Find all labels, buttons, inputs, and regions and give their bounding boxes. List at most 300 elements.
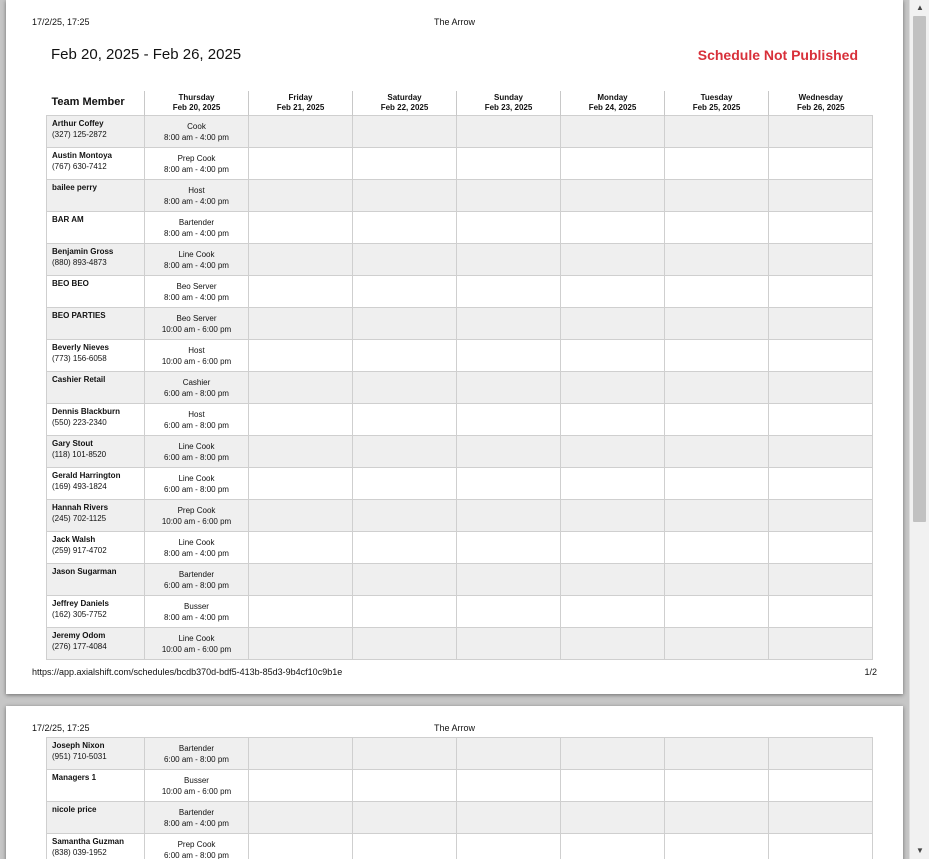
member-cell	[47, 563, 145, 595]
print-title: The Arrow	[433, 723, 475, 733]
empty-day-cell	[249, 435, 353, 467]
empty-day-cell	[561, 834, 665, 859]
empty-day-cell	[665, 435, 769, 467]
shift-role: Host	[188, 345, 205, 355]
shift-role: Host	[188, 185, 205, 195]
empty-day-cell	[665, 211, 769, 243]
empty-day-cell	[561, 147, 665, 179]
member-cell	[47, 770, 145, 802]
member-cell	[47, 339, 145, 371]
member-cell	[47, 307, 145, 339]
schedule-status: Schedule Not Published	[697, 47, 858, 63]
member-cell	[47, 403, 145, 435]
empty-day-cell	[561, 467, 665, 499]
table-row	[47, 499, 873, 531]
empty-day-cell	[665, 403, 769, 435]
member-name: Dennis Blackburn	[52, 406, 121, 416]
day-header	[665, 91, 769, 115]
team-member-header: Team Member	[51, 95, 125, 108]
empty-day-cell	[769, 435, 873, 467]
empty-day-cell	[249, 275, 353, 307]
day-date: Feb 25, 2025	[692, 102, 741, 112]
table-row	[47, 563, 873, 595]
shift-role: Bartender	[178, 744, 215, 753]
member-phone: (951) 710-5031	[52, 752, 107, 761]
empty-day-cell	[353, 802, 457, 834]
empty-day-cell	[457, 770, 561, 802]
empty-day-cell	[353, 595, 457, 627]
member-phone: (838) 039-1952	[52, 848, 107, 857]
empty-day-cell	[249, 834, 353, 859]
shift-cell	[145, 179, 249, 211]
shift-time: 8:00 am - 4:00 pm	[164, 819, 229, 828]
shift-role: Prep Cook	[177, 153, 216, 163]
schedule-table	[46, 91, 873, 660]
empty-day-cell	[457, 339, 561, 371]
empty-day-cell	[457, 627, 561, 659]
member-name: Samantha Guzman	[52, 837, 125, 846]
shift-role: Bartender	[178, 808, 215, 817]
empty-day-cell	[457, 802, 561, 834]
table-row	[47, 627, 873, 659]
member-cell	[47, 371, 145, 403]
shift-role: Line Cook	[178, 473, 215, 483]
empty-day-cell	[457, 179, 561, 211]
empty-day-cell	[665, 179, 769, 211]
empty-day-cell	[249, 595, 353, 627]
member-phone: (169) 493-1824	[52, 481, 107, 491]
empty-day-cell	[353, 738, 457, 770]
empty-day-cell	[353, 834, 457, 859]
table-row	[47, 738, 873, 770]
shift-time: 8:00 am - 4:00 pm	[164, 548, 229, 558]
empty-day-cell	[665, 499, 769, 531]
shift-time: 6:00 am - 8:00 pm	[164, 420, 229, 430]
member-name: Arthur Coffey	[52, 118, 104, 128]
shift-role: Line Cook	[178, 441, 215, 451]
empty-day-cell	[249, 211, 353, 243]
shift-cell	[145, 211, 249, 243]
empty-day-cell	[353, 371, 457, 403]
empty-day-cell	[769, 738, 873, 770]
empty-day-cell	[353, 243, 457, 275]
empty-day-cell	[353, 627, 457, 659]
scrollbar-thumb[interactable]	[913, 16, 926, 522]
empty-day-cell	[353, 563, 457, 595]
member-name: Jason Sugarman	[52, 566, 117, 576]
member-cell	[47, 435, 145, 467]
member-name: Benjamin Gross	[52, 246, 114, 256]
member-cell	[47, 627, 145, 659]
empty-day-cell	[457, 531, 561, 563]
table-row	[47, 179, 873, 211]
empty-day-cell	[249, 147, 353, 179]
chevron-down-icon[interactable]: ▼	[916, 846, 924, 855]
member-cell	[47, 467, 145, 499]
empty-day-cell	[561, 307, 665, 339]
member-phone: (773) 156-6058	[52, 353, 107, 363]
day-weekday: Friday	[288, 92, 313, 102]
empty-day-cell	[665, 275, 769, 307]
shift-time: 8:00 am - 4:00 pm	[164, 164, 229, 174]
table-row	[47, 403, 873, 435]
day-weekday: Thursday	[178, 92, 215, 102]
empty-day-cell	[665, 115, 769, 147]
empty-day-cell	[249, 738, 353, 770]
shift-cell	[145, 738, 249, 770]
shift-role: Line Cook	[178, 249, 215, 259]
empty-day-cell	[769, 595, 873, 627]
page-number: 1/2	[864, 667, 877, 677]
shift-time: 6:00 am - 8:00 pm	[164, 388, 229, 398]
shift-role: Line Cook	[178, 537, 215, 547]
empty-day-cell	[249, 115, 353, 147]
empty-day-cell	[665, 243, 769, 275]
empty-day-cell	[249, 179, 353, 211]
empty-day-cell	[769, 499, 873, 531]
empty-day-cell	[457, 499, 561, 531]
empty-day-cell	[769, 307, 873, 339]
empty-day-cell	[353, 403, 457, 435]
empty-day-cell	[249, 307, 353, 339]
member-cell	[47, 738, 145, 770]
empty-day-cell	[769, 147, 873, 179]
empty-day-cell	[561, 435, 665, 467]
empty-day-cell	[353, 339, 457, 371]
member-cell	[47, 211, 145, 243]
empty-day-cell	[769, 403, 873, 435]
day-date: Feb 26, 2025	[796, 102, 845, 112]
member-phone: (767) 630-7412	[52, 161, 107, 171]
day-date: Feb 24, 2025	[588, 102, 637, 112]
day-date: Feb 22, 2025	[380, 102, 429, 112]
day-weekday: Tuesday	[700, 92, 733, 102]
empty-day-cell	[249, 531, 353, 563]
table-row	[47, 339, 873, 371]
shift-role: Bartender	[178, 217, 215, 227]
member-name: Jack Walsh	[52, 534, 96, 544]
shift-cell	[145, 467, 249, 499]
table-row	[47, 243, 873, 275]
day-header	[457, 91, 561, 115]
vertical-scrollbar[interactable]	[909, 0, 929, 859]
shift-cell	[145, 627, 249, 659]
shift-time: 8:00 am - 4:00 pm	[164, 132, 229, 142]
shift-cell	[145, 563, 249, 595]
shift-cell	[145, 435, 249, 467]
member-cell	[47, 802, 145, 834]
shift-time: 10:00 am - 6:00 pm	[161, 516, 232, 526]
member-name: Cashier Retail	[52, 374, 106, 384]
schedule-table-continued	[46, 737, 873, 859]
print-page-1	[6, 0, 903, 694]
empty-day-cell	[249, 371, 353, 403]
empty-day-cell	[353, 147, 457, 179]
empty-day-cell	[769, 275, 873, 307]
empty-day-cell	[457, 275, 561, 307]
shift-role: Busser	[184, 776, 209, 785]
empty-day-cell	[769, 770, 873, 802]
empty-day-cell	[665, 595, 769, 627]
shift-role: Line Cook	[178, 633, 215, 643]
empty-day-cell	[249, 243, 353, 275]
empty-day-cell	[249, 403, 353, 435]
empty-day-cell	[249, 467, 353, 499]
empty-day-cell	[769, 179, 873, 211]
table-row	[47, 531, 873, 563]
empty-day-cell	[561, 563, 665, 595]
empty-day-cell	[457, 834, 561, 859]
empty-day-cell	[249, 627, 353, 659]
shift-role: Beo Server	[176, 313, 217, 323]
empty-day-cell	[457, 243, 561, 275]
empty-day-cell	[457, 435, 561, 467]
member-cell	[47, 275, 145, 307]
member-cell	[47, 834, 145, 859]
shift-cell	[145, 243, 249, 275]
day-header	[353, 91, 457, 115]
empty-day-cell	[457, 595, 561, 627]
table-row	[47, 770, 873, 802]
empty-day-cell	[353, 275, 457, 307]
day-date: Feb 23, 2025	[484, 102, 533, 112]
member-cell	[47, 115, 145, 147]
table-row	[47, 147, 873, 179]
shift-time: 10:00 am - 6:00 pm	[161, 324, 232, 334]
shift-cell	[145, 115, 249, 147]
member-name: BAR AM	[52, 214, 84, 224]
member-phone: (327) 125-2872	[52, 129, 107, 139]
chevron-up-icon[interactable]: ▲	[916, 3, 924, 12]
empty-day-cell	[769, 802, 873, 834]
empty-day-cell	[561, 770, 665, 802]
empty-day-cell	[665, 563, 769, 595]
shift-time: 8:00 am - 4:00 pm	[164, 228, 229, 238]
empty-day-cell	[457, 738, 561, 770]
print-url: https://app.axialshift.com/schedules/bcdb370d-bdf5-413b-85d3-9b4cf10c9b1e	[32, 667, 343, 677]
empty-day-cell	[561, 403, 665, 435]
member-name: Jeremy Odom	[52, 630, 106, 640]
shift-role: Cook	[187, 121, 206, 131]
member-name: Hannah Rivers	[52, 502, 109, 512]
table-row	[47, 834, 873, 859]
shift-cell	[145, 403, 249, 435]
empty-day-cell	[457, 371, 561, 403]
member-cell	[47, 595, 145, 627]
empty-day-cell	[769, 371, 873, 403]
empty-day-cell	[561, 211, 665, 243]
shift-time: 6:00 am - 8:00 pm	[164, 851, 229, 859]
empty-day-cell	[353, 499, 457, 531]
empty-day-cell	[249, 770, 353, 802]
empty-day-cell	[769, 243, 873, 275]
empty-day-cell	[769, 339, 873, 371]
schedule-date-range: Feb 20, 2025 - Feb 26, 2025	[51, 46, 242, 63]
empty-day-cell	[561, 738, 665, 770]
empty-day-cell	[353, 467, 457, 499]
empty-day-cell	[457, 403, 561, 435]
empty-day-cell	[457, 467, 561, 499]
empty-day-cell	[561, 275, 665, 307]
empty-day-cell	[561, 339, 665, 371]
empty-day-cell	[353, 307, 457, 339]
day-header	[249, 91, 353, 115]
member-phone: (880) 893-4873	[52, 257, 107, 267]
table-row	[47, 467, 873, 499]
member-phone: (259) 917-4702	[52, 545, 107, 555]
print-title: The Arrow	[433, 17, 475, 27]
empty-day-cell	[665, 802, 769, 834]
empty-day-cell	[457, 211, 561, 243]
shift-time: 8:00 am - 4:00 pm	[164, 612, 229, 622]
member-phone: (162) 305-7752	[52, 609, 107, 619]
empty-day-cell	[353, 770, 457, 802]
member-phone: (276) 177-4084	[52, 641, 107, 651]
empty-day-cell	[561, 627, 665, 659]
empty-day-cell	[769, 834, 873, 859]
shift-cell	[145, 595, 249, 627]
shift-cell	[145, 307, 249, 339]
day-header	[769, 91, 873, 115]
shift-time: 6:00 am - 8:00 pm	[164, 755, 229, 764]
shift-time: 6:00 am - 8:00 pm	[164, 484, 229, 494]
empty-day-cell	[665, 531, 769, 563]
shift-role: Prep Cook	[177, 505, 216, 515]
day-weekday: Wednesday	[798, 92, 843, 102]
table-row	[47, 275, 873, 307]
table-row	[47, 307, 873, 339]
shift-time: 6:00 am - 8:00 pm	[164, 580, 229, 590]
empty-day-cell	[249, 802, 353, 834]
empty-day-cell	[769, 467, 873, 499]
empty-day-cell	[353, 179, 457, 211]
table-row	[47, 211, 873, 243]
shift-cell	[145, 499, 249, 531]
empty-day-cell	[561, 179, 665, 211]
day-header	[561, 91, 665, 115]
empty-day-cell	[353, 115, 457, 147]
table-row	[47, 115, 873, 147]
shift-time: 8:00 am - 4:00 pm	[164, 292, 229, 302]
member-name: Gerald Harrington	[52, 470, 121, 480]
member-name: Beverly Nieves	[52, 342, 109, 352]
empty-day-cell	[249, 563, 353, 595]
empty-day-cell	[457, 307, 561, 339]
empty-day-cell	[665, 307, 769, 339]
empty-day-cell	[457, 115, 561, 147]
empty-day-cell	[353, 435, 457, 467]
member-name: Austin Montoya	[52, 150, 112, 160]
member-cell	[47, 147, 145, 179]
shift-time: 6:00 am - 8:00 pm	[164, 452, 229, 462]
member-name: BEO BEO	[52, 278, 89, 288]
empty-day-cell	[353, 211, 457, 243]
day-header	[145, 91, 249, 115]
table-header-row	[47, 91, 873, 115]
empty-day-cell	[665, 467, 769, 499]
shift-cell	[145, 339, 249, 371]
shift-time: 8:00 am - 4:00 pm	[164, 260, 229, 270]
member-cell	[47, 531, 145, 563]
shift-role: Host	[188, 409, 205, 419]
empty-day-cell	[665, 147, 769, 179]
table-row	[47, 435, 873, 467]
shift-cell	[145, 275, 249, 307]
empty-day-cell	[769, 211, 873, 243]
shift-role: Prep Cook	[177, 840, 216, 849]
print-page-2	[6, 706, 903, 859]
empty-day-cell	[665, 627, 769, 659]
empty-day-cell	[769, 627, 873, 659]
shift-time: 10:00 am - 6:00 pm	[161, 787, 232, 796]
member-name: BEO PARTIES	[52, 310, 106, 320]
shift-role: Beo Server	[176, 281, 217, 291]
day-date: Feb 21, 2025	[276, 102, 325, 112]
member-name: Joseph Nixon	[52, 741, 105, 750]
member-phone: (245) 702-1125	[52, 513, 107, 523]
empty-day-cell	[769, 563, 873, 595]
member-name: Jeffrey Daniels	[52, 598, 109, 608]
member-phone: (118) 101-8520	[52, 449, 107, 459]
print-datetime: 17/2/25, 17:25	[32, 723, 90, 733]
empty-day-cell	[665, 738, 769, 770]
empty-day-cell	[665, 770, 769, 802]
shift-role: Busser	[184, 601, 209, 611]
member-name: nicole price	[52, 805, 97, 814]
member-name: bailee perry	[52, 182, 97, 192]
member-cell	[47, 243, 145, 275]
empty-day-cell	[769, 115, 873, 147]
member-name: Managers 1	[52, 773, 97, 782]
empty-day-cell	[353, 531, 457, 563]
member-phone: (550) 223-2340	[52, 417, 107, 427]
empty-day-cell	[561, 499, 665, 531]
table-row	[47, 595, 873, 627]
shift-cell	[145, 147, 249, 179]
table-row	[47, 802, 873, 834]
empty-day-cell	[665, 834, 769, 859]
member-cell	[47, 499, 145, 531]
shift-cell	[145, 531, 249, 563]
empty-day-cell	[665, 339, 769, 371]
shift-time: 10:00 am - 6:00 pm	[161, 356, 232, 366]
empty-day-cell	[561, 115, 665, 147]
empty-day-cell	[769, 531, 873, 563]
shift-cell	[145, 770, 249, 802]
empty-day-cell	[561, 595, 665, 627]
empty-day-cell	[561, 371, 665, 403]
empty-day-cell	[457, 147, 561, 179]
empty-day-cell	[561, 243, 665, 275]
day-weekday: Sunday	[494, 92, 523, 102]
day-weekday: Saturday	[387, 92, 422, 102]
member-cell	[47, 179, 145, 211]
empty-day-cell	[457, 563, 561, 595]
day-weekday: Monday	[597, 92, 628, 102]
shift-cell	[145, 802, 249, 834]
empty-day-cell	[561, 531, 665, 563]
shift-cell	[145, 371, 249, 403]
shift-role: Bartender	[178, 569, 215, 579]
day-date: Feb 20, 2025	[172, 102, 221, 112]
shift-time: 10:00 am - 6:00 pm	[161, 644, 232, 654]
empty-day-cell	[249, 339, 353, 371]
shift-cell	[145, 834, 249, 859]
member-name: Gary Stout	[52, 438, 93, 448]
empty-day-cell	[561, 802, 665, 834]
table-row	[47, 371, 873, 403]
shift-role: Cashier	[182, 377, 211, 387]
